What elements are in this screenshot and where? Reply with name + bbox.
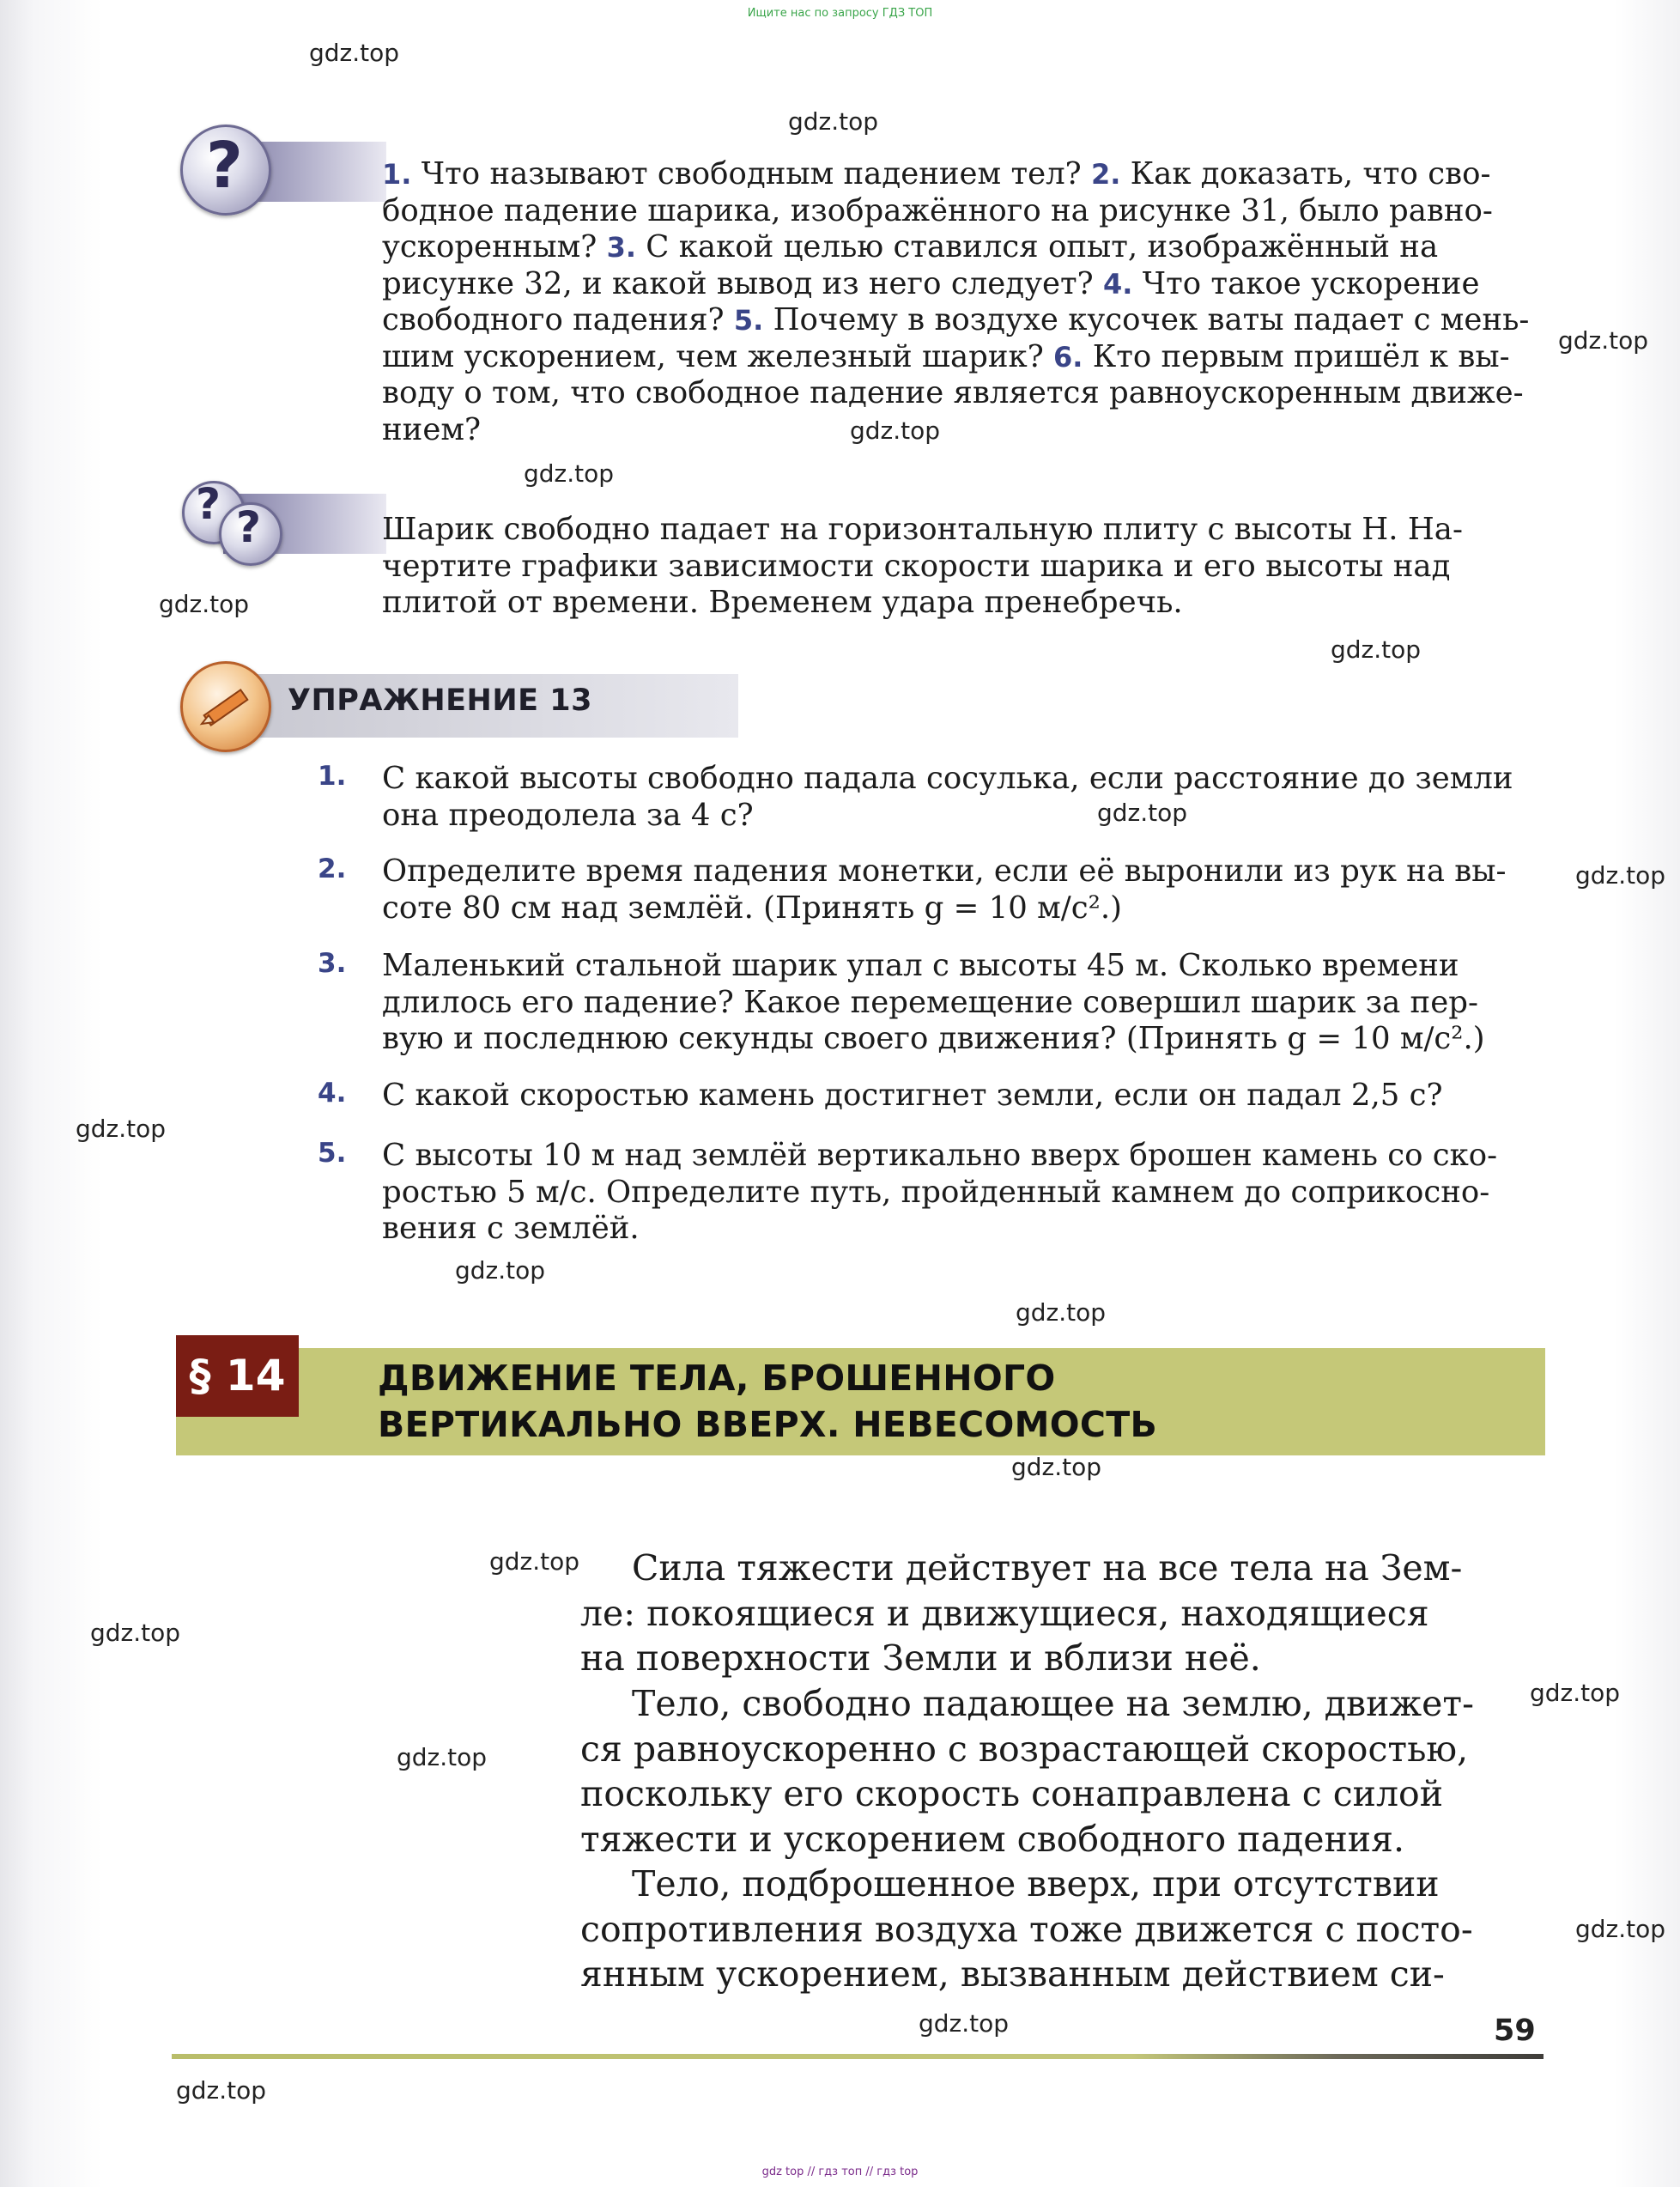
watermark: gdz.top [176, 2076, 267, 2105]
section-badge: § 14 [176, 1335, 299, 1417]
watermark: gdz.top [90, 1619, 181, 1647]
body-paragraph: Тело, подброшенное вверх, при отсутствии сопротивления воздуха тоже движется с посто- янным ускорением, вызванным действием си- [580, 1863, 1473, 1995]
questions-line: бодное падение шарика, изображённого на рисунке 31, было равно- [382, 192, 1493, 228]
watermark: gdz.top [1011, 1453, 1102, 1481]
watermark: gdz.top [788, 107, 879, 136]
pencil-icon [180, 661, 271, 752]
questions-line: свободного падения? 5. Почему в воздухе кусочек ваты падает с мень- [382, 302, 1530, 337]
watermark: gdz.top [919, 2009, 1010, 2038]
discussion-text [382, 512, 1545, 622]
watermark: gdz.top [1530, 1679, 1621, 1707]
discussion-line: чертите графики зависимости скорости шарика и его высоты над [382, 548, 1451, 584]
discussion-line: Шарик свободно падает на горизонтальную плиту с высоты H. На- [382, 512, 1463, 547]
footer-note: gdz top // гдз топ // гдз top [761, 2166, 919, 2178]
page-number: 59 [1494, 2014, 1536, 2048]
footer-rule [172, 2054, 1544, 2059]
questions-line: шим ускорением, чем железный шарик? 6. Кто первым пришёл к вы- [382, 338, 1510, 374]
header-note: Ищите нас по запросу ГДЗ ТОП [747, 7, 933, 20]
watermark: gdz.top [1575, 1915, 1666, 1943]
question-mark-glyph: ? [236, 502, 262, 552]
watermark: gdz.top [76, 1115, 167, 1143]
exercise-item-number: 3. [318, 948, 347, 979]
watermark: gdz.top [850, 416, 941, 445]
section-title: ДВИЖЕНИЕ ТЕЛА, БРОШЕННОГО ВЕРТИКАЛЬНО ВВЕРХ. НЕВЕСОМОСТЬ [378, 1358, 1158, 1445]
watermark: gdz.top [489, 1547, 580, 1576]
pencil-glyph [183, 664, 269, 750]
watermark: gdz.top [159, 590, 250, 618]
questions-line: нием? [382, 411, 481, 447]
watermark: gdz.top [455, 1256, 546, 1285]
watermark: gdz.top [1097, 799, 1188, 827]
exercise-item: Маленький стальной шарик упал с высоты 45 м. Сколько времени длилось его падение? Какое перемещение совершил шарик за пер- вую и последнюю секунды своего движения? (Принять g = 10 м/с².) [382, 948, 1485, 1056]
discussion-line: плитой от времени. Временем удара пренебречь. [382, 585, 1183, 620]
exercise-item-number: 1. [318, 761, 347, 792]
watermark: gdz.top [309, 39, 400, 67]
exercise-item-number: 4. [318, 1078, 347, 1109]
exercise-item-number: 5. [318, 1138, 347, 1169]
question-mark-glyph: ? [196, 479, 221, 529]
questions-text [382, 156, 1545, 448]
watermark: gdz.top [1016, 1298, 1107, 1327]
question-mark-glyph: ? [206, 129, 243, 203]
watermark: gdz.top [1331, 635, 1422, 664]
questions-line: воду о том, что свободное падение является равноускоренным движе- [382, 375, 1524, 410]
watermark: gdz.top [1575, 861, 1666, 890]
questions-line: рисунке 32, и какой вывод из него следует? 4. Что такое ускорение [382, 265, 1480, 301]
exercise-item: Определите время падения монетки, если её выронили из рук на вы- соте 80 см над землёй. (Принять g = 10 м/с².) [382, 854, 1507, 926]
exercise-item: С высоты 10 м над землёй вертикально вверх брошен камень со ско- ростью 5 м/с. Определите путь, пройденный камнем до соприкосно- вения с землёй. [382, 1138, 1498, 1246]
watermark: gdz.top [1558, 326, 1649, 355]
body-paragraph: Сила тяжести действует на все тела на Зем- ле: покоящиеся и движущиеся, находящиеся на поверхности Земли и вблизи неё. [580, 1547, 1463, 1679]
questions-line: ускоренным? 3. С какой целью ставился опыт, изображённый на [382, 229, 1439, 264]
questions-line: 1. Что называют свободным падением тел? 2. Как доказать, что сво- [382, 156, 1491, 191]
watermark: gdz.top [524, 459, 615, 488]
exercise-item-number: 2. [318, 854, 347, 884]
exercise-title: УПРАЖНЕНИЕ 13 [288, 683, 592, 718]
exercise-item: С какой скоростью камень достигнет земли, если он падал 2,5 с? [382, 1078, 1443, 1113]
body-paragraph: Тело, свободно падающее на землю, движет- ся равноускоренно с возрастающей скоростью, поскольку его скорость сонаправлена с силой тяжести и ускорением свободного падения. [580, 1683, 1474, 1860]
watermark: gdz.top [397, 1743, 488, 1771]
exercise-item: С какой высоты свободно падала сосулька, если расстояние до земли она преодолела за 4 с? [382, 761, 1513, 833]
